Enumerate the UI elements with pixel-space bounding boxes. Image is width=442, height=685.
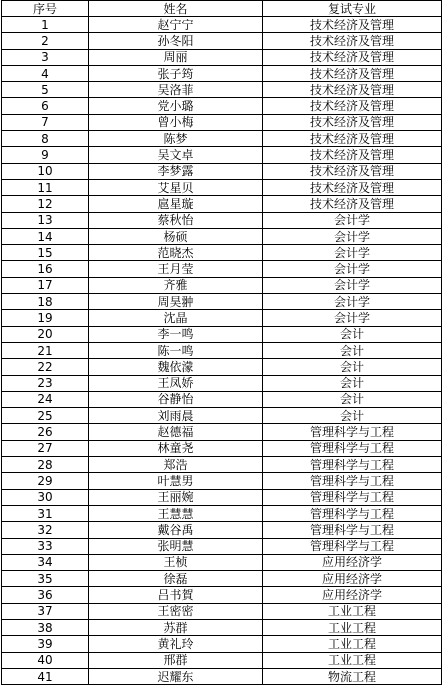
- student-name-cell: 党小璐: [89, 98, 263, 114]
- major-cell: 技术经济及管理: [263, 179, 442, 195]
- row-index-cell: 35: [2, 571, 89, 587]
- major-cell: 工业工程: [263, 652, 442, 668]
- student-name-cell: 徐磊: [89, 571, 263, 587]
- table-row: [2, 636, 442, 652]
- row-index-cell: 37: [2, 603, 89, 619]
- major-cell: 管理科学与工程: [263, 522, 442, 538]
- student-name-cell: 邢群: [89, 652, 263, 668]
- student-name-cell: 张子筠: [89, 65, 263, 81]
- student-name-cell: 谷静怡: [89, 391, 263, 407]
- student-name-cell: 周昊翀: [89, 294, 263, 310]
- student-name-cell: 蔡秋怡: [89, 212, 263, 228]
- student-name-cell: 吴文卓: [89, 147, 263, 163]
- student-name-cell: 陈梦: [89, 131, 263, 147]
- major-cell: 技术经济及管理: [263, 114, 442, 130]
- table-row: [2, 179, 442, 195]
- row-index-cell: 12: [2, 196, 89, 212]
- row-index-cell: 28: [2, 457, 89, 473]
- student-name-cell: 赵宁宁: [89, 17, 263, 33]
- row-index-cell: 20: [2, 326, 89, 342]
- major-cell: 会计学: [263, 294, 442, 310]
- row-index-cell: 33: [2, 538, 89, 554]
- table-row: [2, 375, 442, 391]
- student-name-cell: 陈一鸣: [89, 342, 263, 358]
- student-name-cell: 吕书賀: [89, 587, 263, 603]
- major-cell: 工业工程: [263, 636, 442, 652]
- major-cell: 管理科学与工程: [263, 538, 442, 554]
- row-index-cell: 19: [2, 310, 89, 326]
- major-cell: 技术经济及管理: [263, 33, 442, 49]
- table-row: [2, 424, 442, 440]
- student-name-cell: 魏依濛: [89, 359, 263, 375]
- student-name-cell: 李一鸣: [89, 326, 263, 342]
- row-index-cell: 40: [2, 652, 89, 668]
- table-row: [2, 33, 442, 49]
- student-name-cell: 迟耀东: [89, 668, 263, 684]
- table-row: [2, 98, 442, 114]
- table-row: [2, 261, 442, 277]
- table-row: [2, 17, 442, 33]
- table-row: [2, 489, 442, 505]
- table-row: [2, 163, 442, 179]
- student-name-cell: 曾小梅: [89, 114, 263, 130]
- major-cell: 技术经济及管理: [263, 82, 442, 98]
- row-index-cell: 27: [2, 440, 89, 456]
- student-name-cell: 王桢: [89, 554, 263, 570]
- student-name-cell: 黄礼玲: [89, 636, 263, 652]
- row-index-cell: 4: [2, 65, 89, 81]
- table-row: [2, 619, 442, 635]
- major-cell: 会计学: [263, 212, 442, 228]
- student-name-cell: 林童尧: [89, 440, 263, 456]
- table-row: [2, 245, 442, 261]
- row-index-cell: 15: [2, 245, 89, 261]
- table-row: [2, 342, 442, 358]
- row-index-cell: 30: [2, 489, 89, 505]
- table-row: [2, 82, 442, 98]
- major-cell: 应用经济学: [263, 587, 442, 603]
- student-name-cell: 苏群: [89, 619, 263, 635]
- row-index-cell: 1: [2, 17, 89, 33]
- major-cell: 会计: [263, 408, 442, 424]
- major-cell: 应用经济学: [263, 554, 442, 570]
- major-cell: 会计: [263, 342, 442, 358]
- table-row: [2, 65, 442, 81]
- table-row: [2, 359, 442, 375]
- student-name-cell: 孙冬阳: [89, 33, 263, 49]
- row-index-cell: 14: [2, 228, 89, 244]
- student-name-cell: 叶慧男: [89, 473, 263, 489]
- student-name-cell: 王慧慧: [89, 505, 263, 521]
- student-name-cell: 周丽: [89, 49, 263, 65]
- row-index-cell: 7: [2, 114, 89, 130]
- major-cell: 会计学: [263, 245, 442, 261]
- student-name-cell: 张明慧: [89, 538, 263, 554]
- major-cell: 技术经济及管理: [263, 147, 442, 163]
- table-row: [2, 603, 442, 619]
- major-cell: 技术经济及管理: [263, 196, 442, 212]
- student-name-cell: 刘雨晨: [89, 408, 263, 424]
- student-name-cell: 李梦露: [89, 163, 263, 179]
- table-row: [2, 196, 442, 212]
- major-cell: 会计: [263, 391, 442, 407]
- major-cell: 技术经济及管理: [263, 163, 442, 179]
- table-body: [2, 17, 442, 685]
- major-cell: 管理科学与工程: [263, 457, 442, 473]
- row-index-cell: 34: [2, 554, 89, 570]
- row-index-cell: 26: [2, 424, 89, 440]
- table-row: [2, 212, 442, 228]
- row-index-cell: 39: [2, 636, 89, 652]
- row-index-cell: 31: [2, 505, 89, 521]
- table-row: [2, 310, 442, 326]
- row-index-cell: 18: [2, 294, 89, 310]
- major-cell: 会计: [263, 359, 442, 375]
- student-name-cell: 沈晶: [89, 310, 263, 326]
- row-index-cell: 38: [2, 619, 89, 635]
- major-cell: 工业工程: [263, 619, 442, 635]
- table-row: [2, 457, 442, 473]
- table-row: [2, 114, 442, 130]
- major-cell: 管理科学与工程: [263, 424, 442, 440]
- row-index-cell: 23: [2, 375, 89, 391]
- student-name-cell: 王密密: [89, 603, 263, 619]
- student-name-cell: 郑浩: [89, 457, 263, 473]
- major-cell: 会计: [263, 375, 442, 391]
- major-cell: 技术经济及管理: [263, 131, 442, 147]
- row-index-cell: 21: [2, 342, 89, 358]
- table-row: [2, 522, 442, 538]
- student-name-cell: 戴谷禹: [89, 522, 263, 538]
- student-name-cell: 范晓杰: [89, 245, 263, 261]
- table-row: [2, 571, 442, 587]
- row-index-cell: 36: [2, 587, 89, 603]
- student-name-cell: 杨硕: [89, 228, 263, 244]
- row-index-cell: 24: [2, 391, 89, 407]
- student-name-cell: 王丽婉: [89, 489, 263, 505]
- major-cell: 会计学: [263, 261, 442, 277]
- table-row: [2, 49, 442, 65]
- table-row: [2, 440, 442, 456]
- row-index-cell: 10: [2, 163, 89, 179]
- row-index-cell: 29: [2, 473, 89, 489]
- row-index-cell: 11: [2, 179, 89, 195]
- row-index-cell: 22: [2, 359, 89, 375]
- major-cell: 技术经济及管理: [263, 98, 442, 114]
- table-row: [2, 652, 442, 668]
- table-row: [2, 538, 442, 554]
- row-index-cell: 6: [2, 98, 89, 114]
- major-cell: 管理科学与工程: [263, 473, 442, 489]
- row-index-cell: 16: [2, 261, 89, 277]
- row-index-cell: 41: [2, 668, 89, 684]
- table-header: [2, 1, 442, 17]
- table-row: [2, 505, 442, 521]
- table-row: [2, 131, 442, 147]
- column-header-index: 序号: [2, 1, 89, 17]
- major-cell: 物流工程: [263, 668, 442, 684]
- major-cell: 管理科学与工程: [263, 505, 442, 521]
- header-row: [2, 1, 442, 17]
- row-index-cell: 2: [2, 33, 89, 49]
- major-cell: 应用经济学: [263, 571, 442, 587]
- row-index-cell: 13: [2, 212, 89, 228]
- table-row: [2, 294, 442, 310]
- column-header-major: 复试专业: [263, 1, 442, 17]
- row-index-cell: 5: [2, 82, 89, 98]
- table-row: [2, 228, 442, 244]
- major-cell: 会计学: [263, 277, 442, 293]
- major-cell: 技术经济及管理: [263, 65, 442, 81]
- row-index-cell: 9: [2, 147, 89, 163]
- student-name-cell: 齐雅: [89, 277, 263, 293]
- table-row: [2, 668, 442, 684]
- major-cell: 会计学: [263, 310, 442, 326]
- table-row: [2, 277, 442, 293]
- student-name-cell: 王月莹: [89, 261, 263, 277]
- table-row: [2, 554, 442, 570]
- table-row: [2, 473, 442, 489]
- row-index-cell: 25: [2, 408, 89, 424]
- row-index-cell: 8: [2, 131, 89, 147]
- major-cell: 技术经济及管理: [263, 49, 442, 65]
- major-cell: 管理科学与工程: [263, 440, 442, 456]
- row-index-cell: 17: [2, 277, 89, 293]
- student-name-cell: 赵德福: [89, 424, 263, 440]
- table-row: [2, 408, 442, 424]
- table-row: [2, 391, 442, 407]
- row-index-cell: 3: [2, 49, 89, 65]
- student-name-cell: 王凤娇: [89, 375, 263, 391]
- table-row: [2, 326, 442, 342]
- column-header-name: 姓名: [89, 1, 263, 17]
- student-name-cell: 扈星璇: [89, 196, 263, 212]
- major-cell: 管理科学与工程: [263, 489, 442, 505]
- student-name-cell: 吴洛菲: [89, 82, 263, 98]
- admission-list-table: [1, 0, 442, 685]
- table-row: [2, 147, 442, 163]
- row-index-cell: 32: [2, 522, 89, 538]
- major-cell: 会计学: [263, 228, 442, 244]
- major-cell: 会计: [263, 326, 442, 342]
- table-row: [2, 587, 442, 603]
- major-cell: 工业工程: [263, 603, 442, 619]
- student-name-cell: 艾星贝: [89, 179, 263, 195]
- major-cell: 技术经济及管理: [263, 17, 442, 33]
